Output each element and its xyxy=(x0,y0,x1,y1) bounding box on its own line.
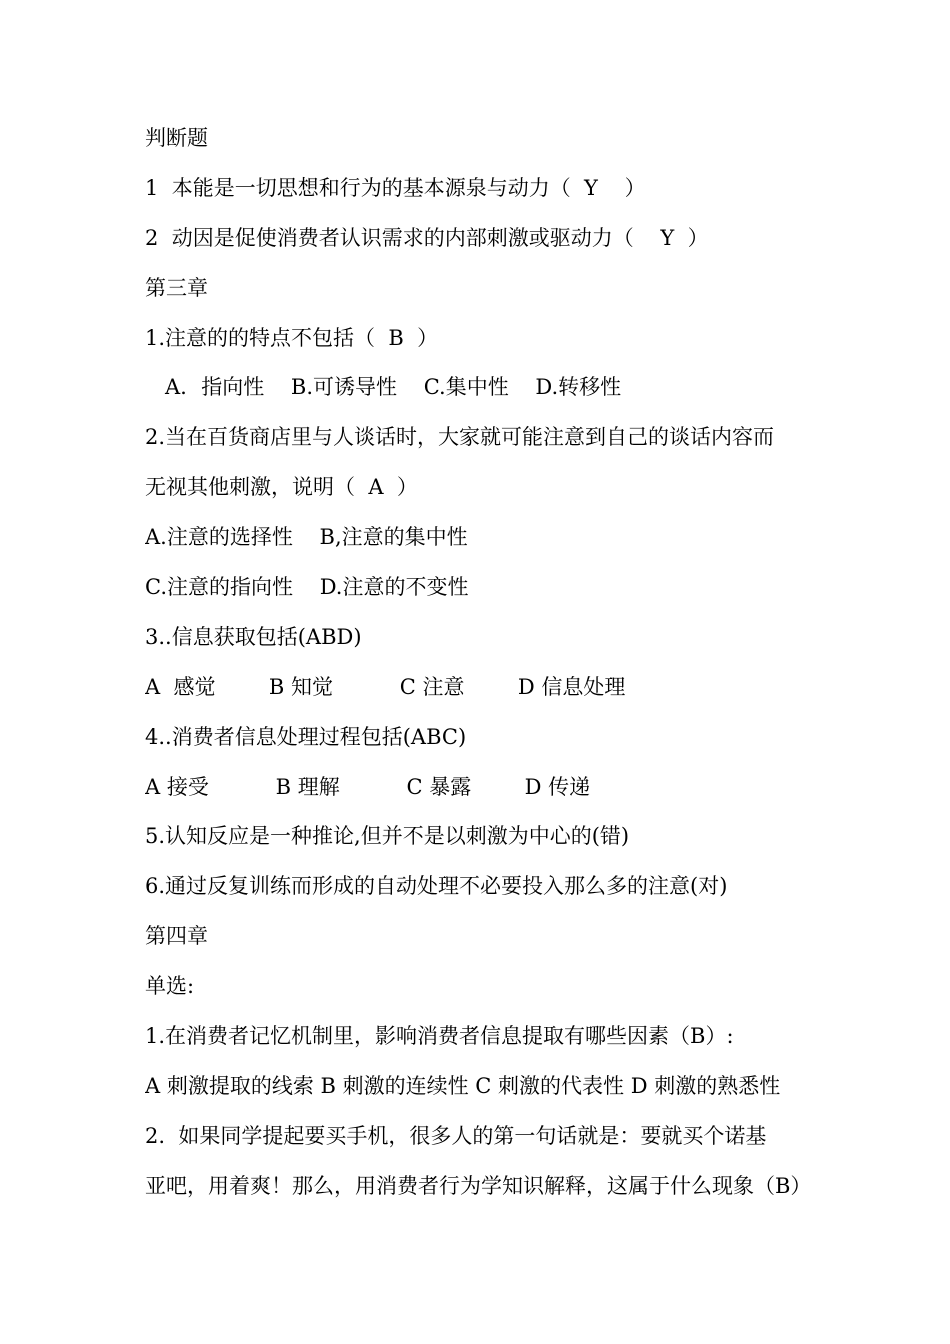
ch3-question-2-options-ab: A.注意的选择性 B,注意的集中性 xyxy=(145,525,468,550)
ch4-question-1-options: A 刺激提取的线索 B 刺激的连续性 C 刺激的代表性 D 刺激的熟悉性 xyxy=(145,1073,781,1098)
ch4-question-2-line-1: 2. 如果同学提起要买手机，很多人的第一句话就是：要就买个诺基 xyxy=(145,1123,767,1148)
chapter-4-heading: 第四章 xyxy=(145,924,208,949)
document-body xyxy=(145,114,825,1212)
ch3-question-3: 3..信息获取包括(ABD) xyxy=(145,624,362,649)
ch3-question-2-options-cd: C.注意的指向性 D.注意的不变性 xyxy=(145,575,469,600)
ch3-question-1: 1.注意的的特点不包括（ B ） xyxy=(145,325,439,350)
ch3-question-1-options: A．指向性 B.可诱导性 C.集中性 D.转移性 xyxy=(145,375,622,400)
section-heading-judgment: 判断题 xyxy=(145,126,208,150)
single-choice-heading: 单选: xyxy=(145,974,195,999)
ch3-question-4-options: A 接受 B 理解 C 暴露 D 传递 xyxy=(145,774,591,799)
ch3-question-4: 4..消费者信息处理过程包括(ABC) xyxy=(145,724,467,749)
chapter-3-heading: 第三章 xyxy=(145,275,208,300)
ch3-question-2-line-1: 2.当在百货商店里与人谈话时，大家就可能注意到自己的谈话内容而 xyxy=(145,425,775,450)
ch3-question-2-line-2: 无视其他刺激，说明（ A ） xyxy=(145,475,418,500)
judgment-question-1: 1 本能是一切思想和行为的基本源泉与动力（ Y ） xyxy=(145,175,646,200)
ch3-question-6: 6.通过反复训练而形成的自动处理不必要投入那么多的注意(对) xyxy=(145,874,728,899)
ch3-question-5: 5.认知反应是一种推论,但并不是以刺激为中心的(错) xyxy=(145,824,630,849)
ch4-question-2-line-2: 亚吧，用着爽！那么，用消费者行为学知识解释，这属于什么现象（B） xyxy=(145,1173,812,1198)
judgment-question-2: 2 动因是促使消费者认识需求的内部刺激或驱动力（ Y ） xyxy=(145,225,709,250)
ch3-question-3-options: A 感觉 B 知觉 C 注意 D 信息处理 xyxy=(145,674,626,699)
ch4-question-1: 1.在消费者记忆机制里，影响消费者信息提取有哪些因素（B）: xyxy=(145,1024,734,1049)
